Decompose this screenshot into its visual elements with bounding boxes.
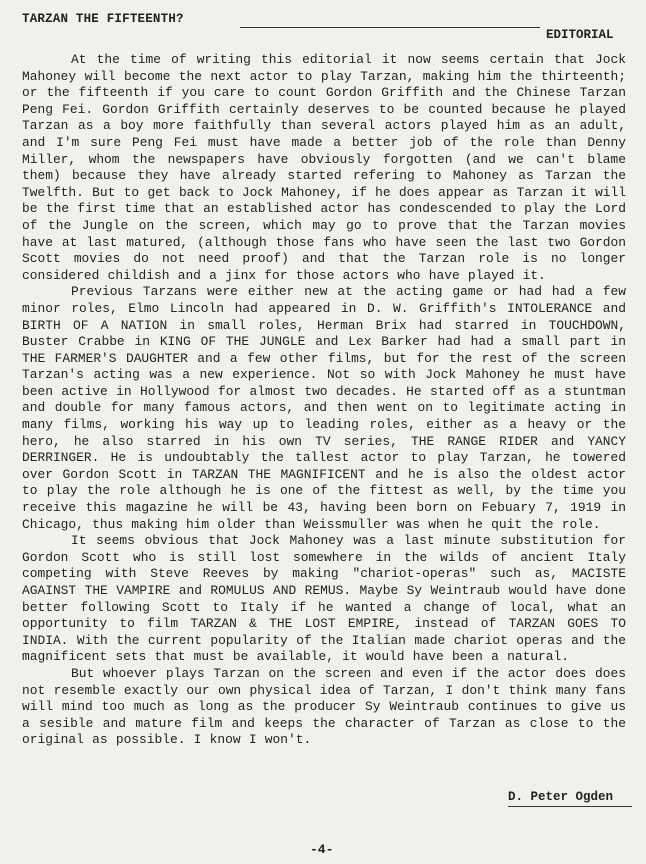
header-rule [240,27,540,28]
page-number: -4- [310,842,334,857]
paragraph-2: Previous Tarzans were either new at the acting game or had had a few minor roles, Elmo Lincoln had appeared in D. W. Griffith's INTOLERANCE and BIRTH OF A NATION in small roles, Herman Brix had starred in TOUCHDOWN, Buster Crabbe in KING OF THE JUNGLE and Lex Barker had had a small part in THE FARMER'S DAUGHTER and a few other films, but for the rest of the screen Tarzan's acting was a new experience. Not so with Jock Mahoney he must have been active in Hollywood for almost two decades. He started off as a stuntman and double for many famous actors, and then went on to legitimate acting in many films, working his way up to leading roles, either as a heavy or the hero, he also starred in his own TV series, THE RANGE RIDER and YANCY DERRINGER. He is undoubtably the tallest actor to play Tarzan, he towered over Gordon Scott in TARZAN THE MAGNIFICENT and he is also the oldest actor to play the role although he is one of the fittest as well, by the time you receive this magazine he will be 43, having been born on Febuary 7, 1919 in Chicago, thus making him older than Weissmuller was when he quit the role. [22,284,626,532]
paragraph-3: It seems obvious that Jock Mahoney was a last minute substitution for Gordon Scott who is still lost somewhere in the wilds of ancient Italy competing with Steve Reeves by making "chariot-operas" such as, MACISTE AGAINST THE VAMPIRE and ROMULUS AND REMUS. Maybe Sy Weintraub would have done better following Scott to Italy if he wanted a change of local, what an opportunity to film TARZAN & THE LOST EMPIRE, instead of TARZAN GOES TO INDIA. With the current popularity of the Italian made chariot operas and the magnificent sets that must be available, it would have been a natural. [22,533,626,665]
paragraph-1: At the time of writing this editorial it now seems certain that Jock Mahoney will become the next actor to play Tarzan, making him the thirteenth; or the fifteenth if you care to count Gordon Griffith and the Chinese Tarzan Peng Fei. Gordon Griffith certainly deserves to be counted because he played Tarzan as a boy more faithfully than several actors played him as an adult, and I'm sure Peng Fei must have made a better job of the role than Denny Miller, whom the newspapers have obviously forgotten (and we can't blame them) because they have already started refering to Mahoney as Tarzan the Twelfth. But to get back to Jock Mahoney, if he does appear as Tarzan it will be the first time that an established actor has condescended to play the Lord of the Jungle on the screen, which may go to prove that the Tarzan movies have at last matured, (although those fans who have seen the last two Gordon Scott movies do not need proof) and that the Tarzan role is no longer considered childish and a jinx for those actors who have played it. [22,52,626,283]
article-title: TARZAN THE FIFTEENTH? [22,12,184,26]
paragraph-4: But whoever plays Tarzan on the screen and even if the actor does does not resemble exactly our own physical idea of Tarzan, I don't think many fans will mind too much as long as the producer Sy Weintraub continues to give us a sesible and mature film and keeps the character of Tarzan as close to the original as possible. I know I won't. [22,665,626,748]
article-body [22,52,626,749]
section-label: EDITORIAL [546,28,614,42]
author-signature: D. Peter Ogden [508,790,614,804]
signature-underline [508,806,632,807]
